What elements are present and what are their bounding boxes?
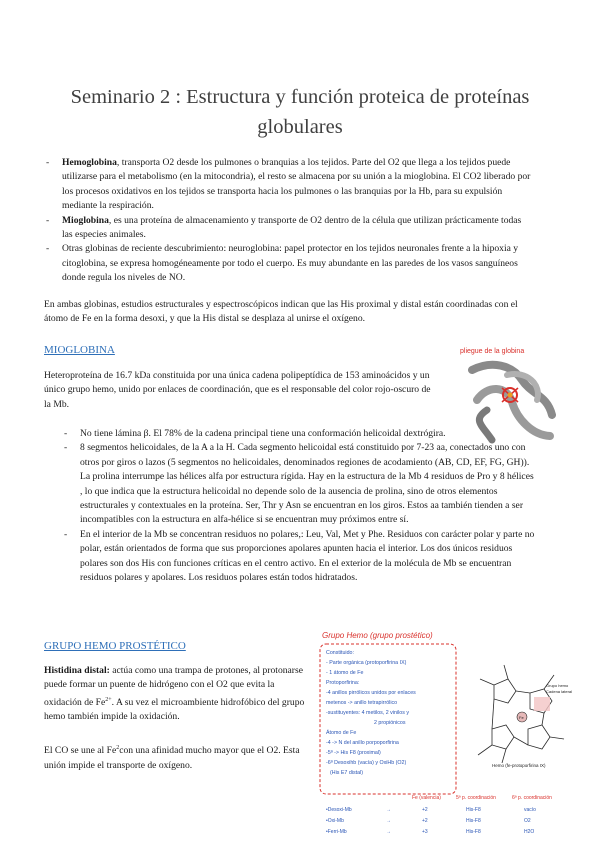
heme-info-line: -6ª Desoxihb (vacía) y OxiHb (O2) xyxy=(326,760,407,766)
highlight-marker xyxy=(534,697,550,711)
heme-info-line: Átomo de Fe xyxy=(326,730,357,736)
table-row xyxy=(326,818,531,824)
table-cell: +2 xyxy=(422,818,428,824)
heme-info-line: -4 anillos pirrólicos unidos por enlaces xyxy=(326,690,416,696)
grupo-hemo-heading: GRUPO HEMO PROSTÉTICO xyxy=(44,640,186,652)
table-cell: vacío xyxy=(524,807,536,813)
table-cell: → xyxy=(386,829,391,835)
heme-info-line: 2 propiónicos xyxy=(374,720,406,726)
table-header: 6ª p. coordinación xyxy=(512,795,552,801)
table-cell: O2 xyxy=(524,818,531,824)
molecule-label: Cadena lateral xyxy=(546,689,572,694)
co-text-1: El CO se une al Fe xyxy=(44,745,117,757)
heme-figure-title: Grupo Hemo (grupo prostético) xyxy=(322,631,433,640)
heme-info-lines xyxy=(326,650,416,776)
bullet-hemoglobina xyxy=(62,156,532,214)
histidina-term: Histidina distal: xyxy=(44,665,110,676)
mioglobina-intro: Heteroproteína de 16.7 kDa constituida por una única cadena polipeptídica de 153 aminoácidos y un único grupo hemo, unido por enlaces de coordinación, que es el responsable del color rojo-oscuro de la Mb. xyxy=(44,370,431,410)
heme-group-figure xyxy=(316,627,572,843)
co-paragraph xyxy=(44,741,306,773)
table-cell: His-F8 xyxy=(466,807,481,813)
heme-info-line: - Parte orgánica (protoporfirina IX) xyxy=(326,660,407,666)
heme-info-line: (His E7 distal) xyxy=(330,770,363,776)
table-cell: +3 xyxy=(422,829,428,835)
table-cell: •Desoxi-Mb xyxy=(326,807,352,813)
heme-info-line: -sustituyentes: 4 metilos, 2 vinilos y xyxy=(326,710,410,716)
histidina-text-1: actúa como una trampa de protones, al protonarse puede formar un puente de hidrógeno con el O2 que evita la oxidación de Fe xyxy=(44,665,303,708)
iron-label: Fe xyxy=(519,715,524,720)
helix-ribbon xyxy=(479,410,492,440)
text-otras-globinas: Otras globinas de reciente descubrimiento: neuroglobina: papel protector en los tejidos neuronales frente a la hipoxia y citoglobina, se expresa homogéneamente por todo el cuerpo. Es muy abundante en las paredes de los vasos sanguíneos donde regula los niveles de NO. xyxy=(62,243,519,284)
heme-info-line: Protoporfirina: xyxy=(326,680,360,686)
heme-info-line: Constituido: xyxy=(326,650,354,656)
table-cell: •Oxi-Mb xyxy=(326,818,344,824)
mioglobina-heading: MIOGLOBINA xyxy=(44,344,115,356)
bullet-otras-globinas xyxy=(62,242,532,285)
co-text-2: con una afinidad mucho mayor que el O2. Esta unión impide el transporte de oxígeno. xyxy=(44,745,300,771)
table-cell: His-F8 xyxy=(466,818,481,824)
histidina-superscript: 2+ xyxy=(105,696,112,703)
text-mioglobina: , es una proteína de almacenamiento y transporte de O2 dentro de la célula que utilizan prácticamente todas las especies animales. xyxy=(62,214,522,241)
intro-bullet-list xyxy=(62,156,532,286)
term-mioglobina: Mioglobina xyxy=(62,214,109,226)
table-cell: → xyxy=(386,818,391,824)
heme-info-line: -4 -> N del anillo porpoporfirina xyxy=(326,740,399,746)
globin-fold-label: pliegue de la globina xyxy=(460,348,525,355)
heme-info-line: -5ª -> His F8 (proximal) xyxy=(326,750,381,756)
heme-info-line: - 1 átomo de Fe xyxy=(326,670,364,676)
table-header: 5ª p. coordinación xyxy=(456,795,496,801)
text-hemoglobina: , transporta O2 desde los pulmones o branquias a los tejidos. Parte del O2 que llega a los tejidos puede utilizarse para el metabolismo (en la mitocondria), el resto se almacena por su unión a la mioglobina. El CO2 liberado por los procesos oxidativos en los tejidos se transporta hacia los pulmones o las branquias por la Hb, para su expulsión mediante la respiración. xyxy=(62,157,531,212)
histidina-text-2: . A su vez el microambiente hidrofóbico del grupo hemo también impide la oxidación. xyxy=(44,697,305,723)
molecule-label: Grupo hemo xyxy=(546,683,569,688)
coordination-table xyxy=(326,795,552,835)
mioglobina-bullet-1: - No tiene lámina β. El 78% de la cadena principal tiene una conformación helicoidal dextrógira. xyxy=(80,427,536,441)
histidina-paragraph xyxy=(44,664,306,725)
mioglobina-bullet-3: - En el interior de la Mb se concentran residuos no polares,: Leu, Val, Met y Phe. Residuos con carácter polar y parte no polar, están orientados de forma que sus proporciones apolares apunten hacia el interior. Los dos únicos residuos polares son dos His con funciones críticas en el centro activo. En el exterior de la molécula de Mb se encuentran residuos polares y apolares. Los residuos polares están todos hidratados. xyxy=(80,528,536,586)
table-header: Fe (valencia) xyxy=(412,795,441,801)
bullet-mioglobina xyxy=(62,214,532,243)
table-cell: H2O xyxy=(524,829,535,835)
co-superscript: 2 xyxy=(116,745,120,751)
table-cell: •Ferri-Mb xyxy=(326,829,347,835)
heme-info-line: metenos -> anillo tetrapirrólico xyxy=(326,700,398,706)
both-globins-paragraph: En ambas globinas, estudios estructurales y espectroscópicos indican que las His proximal y distal están coordinadas con el átomo de Fe en la forma desoxi, y que la His distal se desplaza al unirse el oxígeno. xyxy=(44,299,518,325)
mioglobina-bullet-list xyxy=(80,427,536,585)
table-row xyxy=(326,829,534,835)
page-title: Seminario 2 : Estructura y función proteica de proteínas globulares xyxy=(70,86,530,138)
table-row xyxy=(326,807,536,813)
table-cell: +2 xyxy=(422,807,428,813)
mioglobina-bullet-2: - 8 segmentos helicoidales, de la A a la H. Cada segmento helicoidal está constituido por 7-23 aa, conectados uno con otros por giros o lazos (5 segmentos no helicoidales, denominados regiones de acodamiento (AB, CD, EF, FG, GH)). La prolina interrumpe las hélices alfa por estructura rígida. Hay en la estructura de la Mb 4 residuos de Pro y 8 hélices , lo que indica que la estructura helicoidal no depende solo de la ausencia de prolina, sino de otros elementos estructurales y contextuales en la proteína. Ser, Thr y Asn se encuentran en los giros. Estos aa también tienden a ser incompatibles con la estructura en alfa-hélice si se encuentran muy próximos entre sí. xyxy=(80,441,536,527)
table-cell: → xyxy=(386,807,391,813)
globin-fold-figure xyxy=(452,340,564,450)
molecule-caption: Hemo (fe-protoporfirina IX) xyxy=(492,763,546,768)
table-cell: His-F8 xyxy=(466,829,481,835)
term-hemoglobina: Hemoglobina xyxy=(62,157,117,168)
